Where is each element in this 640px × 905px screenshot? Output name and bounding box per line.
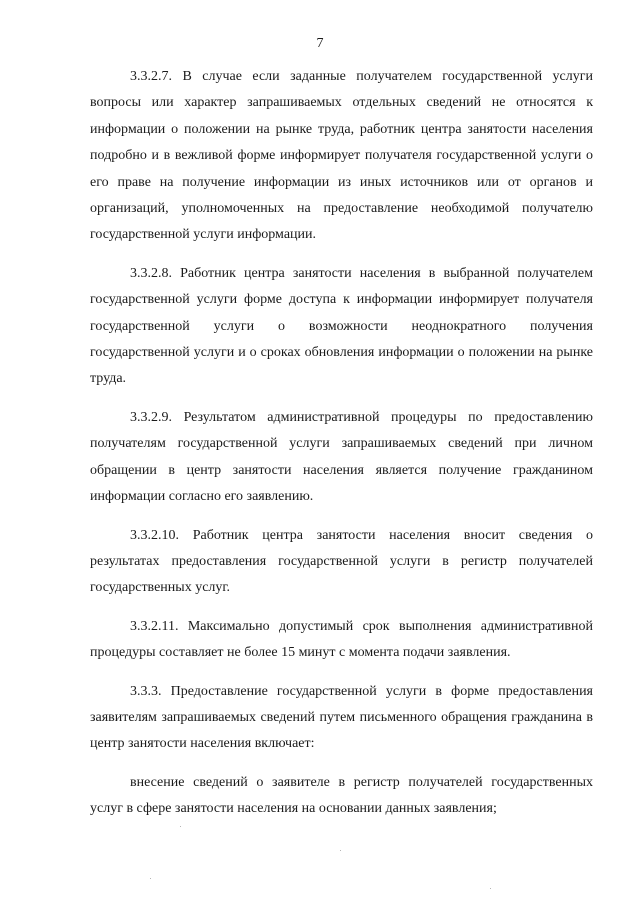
document-body bbox=[90, 64, 593, 835]
paragraph-3-3-2-10: 3.3.2.10. Работник центра занятости населения вносит сведения о результатах предоставления государственной услуги в регистр получателей государственных услуг. bbox=[90, 527, 593, 596]
page-number: 7 bbox=[316, 36, 324, 51]
paragraph-3-3-2-8: 3.3.2.8. Работник центра занятости населения в выбранной получателем государственной услуги форме доступа к информации информирует получателя государственной услуги о возможности неоднократного получения государственной услуги и о сроках обновления информации о положении на рынке труда. bbox=[90, 265, 593, 387]
scan-speck bbox=[490, 888, 491, 889]
paragraph-registry-entry: внесение сведений о заявителе в регистр получателей государственных услуг в сфере занятости населения на основании данных заявления; bbox=[90, 774, 593, 817]
paragraph-3-3-3: 3.3.3. Предоставление государственной услуги в форме предоставления заявителям запрашиваемых сведений путем письменного обращения гражданина в центр занятости населения включает: bbox=[90, 683, 593, 752]
scan-speck bbox=[340, 850, 341, 851]
paragraph-3-3-2-11: 3.3.2.11. Максимально допустимый срок выполнения административной процедуры составляет не более 15 минут с момента подачи заявления. bbox=[90, 618, 593, 661]
scan-speck bbox=[180, 826, 181, 827]
scan-speck bbox=[150, 878, 151, 879]
paragraph-3-3-2-7: 3.3.2.7. В случае если заданные получателем государственной услуги вопросы или характер запрашиваемых отдельных сведений не относятся к информации о положении на рынке труда, работник центра занятости населения подробно и в вежливой форме информирует получателя государственной услуги о его праве на получение информации из иных источников или от органов и организаций, уполномоченных на предоставление необходимой получателю государственной услуги информации. bbox=[90, 69, 593, 243]
paragraph-3-3-2-9: 3.3.2.9. Результатом административной процедуры по предоставлению получателям государственной услуги запрашиваемых сведений при личном обращении в центр занятости населения является получение гражданином информации согласно его заявлению. bbox=[90, 409, 593, 505]
